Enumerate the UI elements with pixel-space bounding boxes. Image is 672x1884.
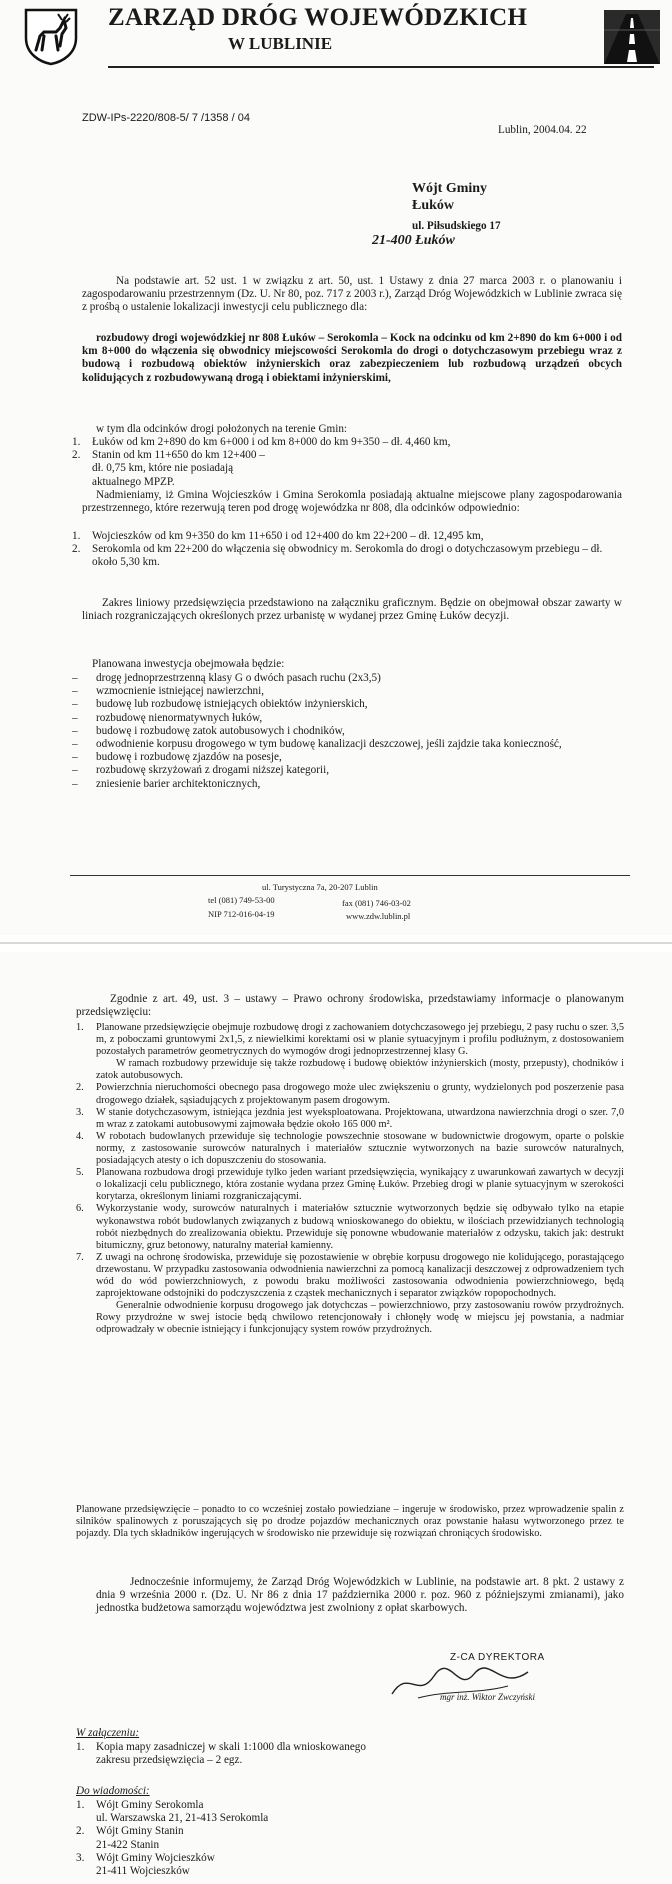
env-intro: Zgodnie z art. 49, ust. 3 – ustawy – Prawo ochrony środowiska, przedstawiamy informacje o planowanym przedsięwzięciu:: [76, 993, 624, 1019]
footer-fax: fax (081) 746-03-02: [342, 898, 411, 908]
env-info-list: [76, 1022, 624, 1336]
scope-paragraph: Zakres liniowy przedsięwzięcia przedstawiono na załączniku graficznym. Będzie on obejmował obszar zawarty w liniach rozgraniczających określonych przez urbanistę w wydanej przez Gminę Łuków decyzji.: [82, 597, 622, 623]
list-item: – budowę i rozbudowę zatok autobusowych i chodników,: [72, 725, 592, 738]
footer-nip: NIP 712-016-04-19: [208, 909, 275, 919]
list-item: 1. Łuków od km 2+890 do km 6+000 i od km 8+000 do km 9+350 – dł. 4,460 km,: [72, 436, 451, 448]
footer-rule: [70, 875, 630, 876]
list-item: 1. Kopia mapy zasadniczej w skali 1:1000 dla wnioskowanego zakresu przedsięwzięcia – 2 egz.: [76, 1741, 366, 1767]
list-item: 1. Wojcieszków od km 9+350 do km 11+650 i od 12+400 do km 22+200 – dł. 12,495 km,: [72, 530, 484, 542]
reference-number: ZDW-IPs-2220/808-5/ 7 /1358 / 04: [82, 112, 250, 124]
signature-title: Z-CA DYREKTORA: [450, 1652, 545, 1663]
sections-list: [72, 436, 612, 489]
letter-page-1: [0, 0, 672, 935]
list-item: – zniesienie barier architektonicznych,: [72, 778, 592, 791]
env-summary: Planowane przedsięwzięcie – ponadto to co wcześniej zostało powiedziane – ingeruje w środowisko, przez wprowadzenie spalin z silników spalinowych z poruszających się po drodze pojazdów mechanicznych oraz powstanie hałasu wytworzonego przez te pojazdy. Dla tych składników ingerujących w środowisko nie przewiduje się rozwiązań chroniących środowisko.: [76, 1504, 624, 1540]
attachments-title: W załączeniu:: [76, 1727, 140, 1739]
letter-page-2: [0, 952, 672, 1884]
list-item: 4. W robotach budowlanych przewiduje się technologie powszechnie stosowane w budownictwie drogowym, oparte o polskie normy, z zastosowanie surowców naturalnych i materiałów sztucznie wytworzonych na bazie surowców naturalnych, posiadających atesty o ich dopuszczeniu do stosowania.: [76, 1130, 624, 1167]
project-description: rozbudowy drogi wojewódzkiej nr 808 Łuków – Serokomla – Kock na odcinku od km 2+890 do km 6+000 i od km 8+000 do włączenia się obwodnicy miejscowości Serokomla do drogi o dotychczasowym przebiegu wraz z budową i rozbudową obiektów inżynierskich oraz zabezpieczeniem lub rozbudową urządzeń obcych kolidujących z rozbudowywaną drogą i obiektami inżynierskimi,: [82, 332, 622, 384]
list-item: 2. Wójt Gminy Stanin 21-422 Stanin: [76, 1825, 184, 1851]
road-perspective-icon: [604, 10, 660, 64]
footer-tel: tel (081) 749-53-00: [208, 895, 275, 905]
list-item: 2. Stanin od km 11+650 do km 12+400 – dł. 0,75 km, które nie posiadają aktualnego MPZP.: [72, 449, 265, 488]
list-item: 3. Wójt Gminy Wojcieszków 21-411 Wojcieszków: [76, 1851, 215, 1878]
list-item: – odwodnienie korpusu drogowego w tym budowę kanalizacji deszczowej, jeśli zajdzie taka konieczność,: [72, 738, 592, 751]
page-divider: [0, 942, 672, 944]
sections2-list: [72, 530, 622, 570]
footer-www: www.zdw.lublin.pl: [346, 911, 411, 921]
list-item: – budowę i rozbudowę zjazdów na posesje,: [72, 751, 592, 764]
sections-intro: w tym dla odcinków drogi położonych na terenie Gmin:: [96, 423, 348, 435]
intro-paragraph: Na podstawie art. 52 ust. 1 w związku z art. 50, ust. 1 Ustawy z dnia 27 marca 2003 r. o planowaniu i zagospodarowaniu przestrzennym (Dz. U. Nr 80, poz. 717 z 2003 r.), Zarząd Dróg Wojewódzkich w Lublinie zwraca się z prośbą o ustalenie lokalizacji inwestycji celu publicznego dla:: [82, 275, 622, 314]
planned-intro: Planowana inwestycja obejmowała będzie:: [92, 658, 285, 670]
list-item: 1. Planowane przedsięwzięcie obejmuje rozbudowę drogi z zachowaniem dotychczasowego jej przebiegu, 2 pasy ruchu o szer. 3,5 m, z poboczami gruntowymi 2x1,5, z niewielkimi korektami osi w planie sytuacyjnym i profilu podłużnym, z dostosowaniem pozostałych parametrów geometrycznych do wymogów drogi jednoprzestrzennej klasy G. W ramach rozbudowy przewiduje się także rozbudowę i budowę obiektów inżynierskich (mosty, przepusty), chodników i zatok autobusowych.: [76, 1022, 624, 1082]
org-name: ZARZĄD DRÓG WOJEWÓDZKICH: [108, 4, 528, 31]
list-item: – rozbudowę nienormatywnych łuków,: [72, 712, 592, 725]
signature-name: mgr inż. Wiktor Zwczyński: [440, 1692, 536, 1702]
list-item: 2. Serokomla od km 22+200 do włączenia się obwodnicy m. Serokomla do drogi o dotychczasowym przebiegu – dł. około 5,30 km.: [72, 543, 603, 569]
list-item: – rozbudowę skrzyżowań z drogami niższej kategorii,: [72, 764, 592, 777]
list-item: 7. Z uwagi na ochronę środowiska, przewiduje się pozostawienie w obrębie korpusu drogowego nie kolidującego, porastającego drzewostanu. W przypadku zastosowania odwodnienia nawierzchni za pomocą kanalizacji deszczowej z odprowadzeniem tych wód do wód powierzchniowych, z powodu braku możliwości zastosowania odwodnienia powierzchniowego, będą zaprojektowane odstojniki do podczyszczenia z cząstek mechanicznych i separator związków ropopochodnych. Generalnie odwodnienie korpusu drogowego jak dotychczas – powierzchniowo, przy zastosowaniu rowów przydrożnych. Rowy przydrożne w swej istocie będą chwilowo retencjonowały i chłonęły wodę w miejscu jej powstania, a nadmiar odprowadzały w obecnie istniejący i funkcjonujący system rowów przydrożnych.: [76, 1251, 624, 1336]
recipient-city: 21-400 Łuków: [372, 233, 455, 248]
list-item: 3. W stanie dotychczasowym, istniejąca jezdnia jest wyeksploatowana. Projektowana, utwardzona nawierzchnia drogi o szer. 7,0 m wraz z zatokami autobusowymi zajmowała będzie około 165 000 m².: [76, 1106, 624, 1130]
recipient-line1: Wójt Gminy: [412, 181, 488, 196]
list-item: 6. Wykorzystanie wody, surowców naturalnych i materiałów sztucznie wytworzonych będzie się odbywało tylko na etapie wykonawstwa robót budowlanych związanych z budową wnioskowanego do obiektu, w ilościach przewidzianych technologią robót niezbędnych do zrealizowania obiektu. Przewiduje się ponowne wbudowanie materiałów z odzysku, takich jak: destrukt bitumiczny, gruz betonowy, naturalny materiał kamienny.: [76, 1203, 624, 1251]
footer-address: ul. Turystyczna 7a, 20-207 Lublin: [262, 882, 378, 892]
letter-date: Lublin, 2004.04. 22: [498, 124, 587, 136]
header-rule: [108, 66, 654, 68]
list-item: – budowę lub rozbudowę istniejących obiektów inżynierskich,: [72, 698, 592, 711]
attachments-list: [76, 1741, 376, 1767]
fee-exemption: Jednocześnie informujemy, że Zarząd Dróg Wojewódzkich w Lublinie, na podstawie art. 8 pkt. 2 ustawy z dnia 9 września 2000 r. (Dz. U. Nr 86 z dnia 17 października 2000 r. poz. 960 z późniejszymi zmianami), jako jednostka budżetowa samorządu województwa jest zwolniony z opłat skarbowych.: [96, 1576, 624, 1615]
list-item: 2. Powierzchnia nieruchomości obecnego pasa drogowego może ulec zwiększeniu o grunty, wydzielonych pod poszerzenie pasa drogowego działek, sąsiadujących z projektowanym pasem drogowym.: [76, 1082, 624, 1106]
cc-list: [76, 1799, 396, 1878]
further-paragraph: Nadmieniamy, iż Gmina Wojcieszków i Gmina Serokomla posiadają aktualne miejscowe plany zagospodarowania przestrzennego, które rezerwują teren pod drogę wojewódzka nr 808, dla odcinków odpowiednio:: [82, 489, 622, 515]
recipient-line2: Łuków: [412, 198, 455, 213]
list-item: 5. Planowana rozbudowa drogi przewiduje tylko jeden wariant przedsięwzięcia, wynikający z uwarunkowań zawartych w decyzji o lokalizacji celu publicznego, która zostanie wydana przez Gminę Łuków. Przebieg drogi w planie sytuacyjnym w szerokości korytarza, określonym liniami rozgraniczającymi.: [76, 1167, 624, 1203]
org-city: W LUBLINIE: [227, 34, 333, 53]
list-item: 1. Wójt Gminy Serokomla ul. Warszawska 21, 21-413 Serokomla: [76, 1799, 269, 1825]
recipient-street: ul. Piłsudskiego 17: [412, 220, 501, 232]
list-item: – wzmocnienie istniejącej nawierzchni,: [72, 685, 592, 698]
cc-title: Do wiadomości:: [76, 1785, 150, 1797]
planned-list: [72, 672, 592, 791]
list-item: – drogę jednoprzestrzenną klasy G o dwóch pasach ruchu (2x3,5): [72, 672, 592, 685]
